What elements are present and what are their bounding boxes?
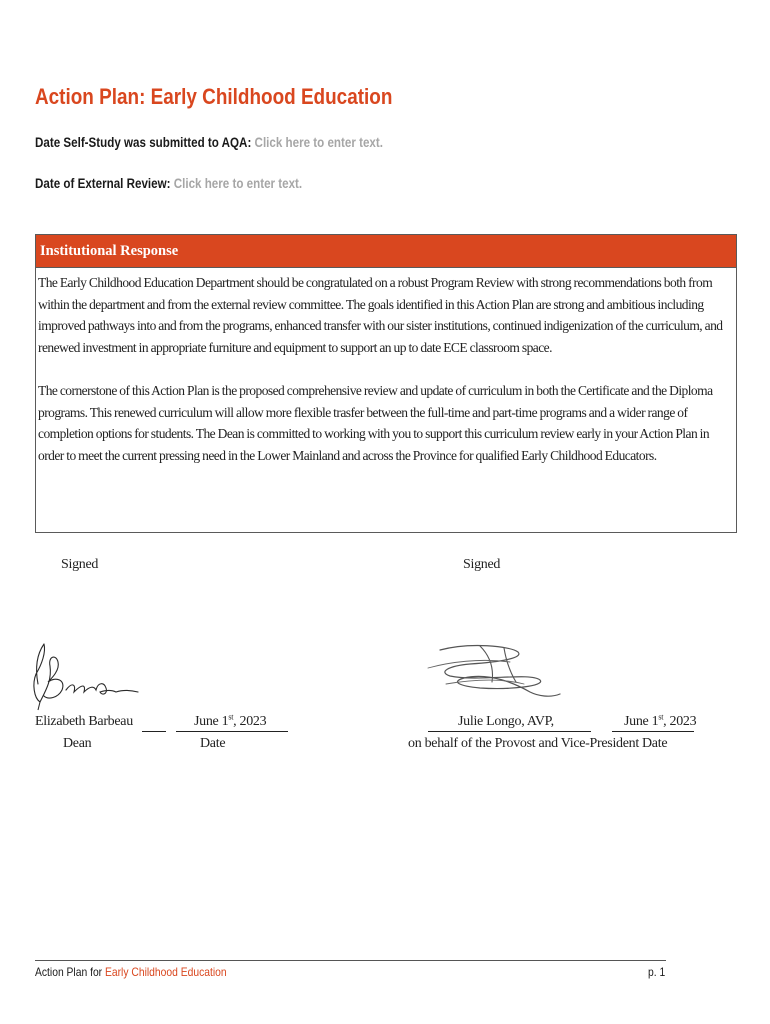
left-signed-label: Signed bbox=[61, 557, 99, 572]
right-signature-date: June 1st, 2023 bbox=[624, 712, 697, 729]
right-name-underline bbox=[428, 731, 591, 732]
external-review-date-field bbox=[35, 176, 302, 191]
external-review-date-input[interactable]: Click here to enter text. bbox=[173, 176, 303, 191]
left-signature-date: June 1st, 2023 bbox=[194, 712, 267, 729]
left-name-underline bbox=[142, 731, 166, 732]
response-paragraph-1: The Early Childhood Education Department should be congratulated on a robust Program Review with strong recommendations both from within the department and from the external review committee. The goals identified in this Action Plan are strong and ambitious including improved pathways into and from the programs, enhanced transfer with our sister institutions, continued indigenization of the curriculum, and renewed investment in appropriate furniture and equipment to support an up to date ECE classroom space. bbox=[38, 275, 723, 356]
left-date-label: Date bbox=[200, 736, 226, 751]
external-review-date-label: Date of External Review: bbox=[35, 176, 171, 191]
right-date-label: Date bbox=[642, 736, 668, 751]
page-title: Action Plan: Early Childhood Education bbox=[35, 84, 393, 109]
page-number: p. 1 bbox=[648, 965, 666, 979]
response-paragraph-2: The cornerstone of this Action Plan is the proposed comprehensive review and update of curriculum in both the Certificate and the Diploma programs. This renewed curriculum will allow more flexible trasfer between the full-time and part-time programs and a wider range of completion options for students. The Dean is committed to working with you to support this curriculum review early in your Action Plan in order to meet the current pressing need in the Lower Mainland and across the Province for qualified Early Childhood Educators. bbox=[38, 382, 713, 463]
left-handwritten-signature bbox=[28, 640, 148, 712]
right-signed-label: Signed bbox=[463, 557, 501, 572]
right-handwritten-signature bbox=[420, 642, 570, 704]
institutional-response-heading: Institutional Response bbox=[36, 235, 736, 267]
left-signer-role: Dean bbox=[63, 736, 92, 751]
left-date-underline bbox=[176, 731, 288, 732]
right-signer-name: Julie Longo, AVP, bbox=[458, 714, 554, 729]
right-signer-role: on behalf of the Provost and Vice-President bbox=[408, 736, 639, 751]
self-study-date-label: Date Self-Study was submitted to AQA: bbox=[35, 135, 252, 150]
right-date-underline bbox=[612, 731, 694, 732]
footer-divider bbox=[35, 960, 666, 961]
institutional-response-body bbox=[36, 267, 736, 467]
left-signer-name: Elizabeth Barbeau bbox=[35, 714, 133, 729]
footer-document-title: Action Plan for Early Childhood Education bbox=[35, 965, 227, 979]
self-study-date-input[interactable]: Click here to enter text. bbox=[254, 135, 383, 150]
self-study-date-field bbox=[35, 135, 383, 150]
institutional-response-box bbox=[35, 234, 737, 533]
